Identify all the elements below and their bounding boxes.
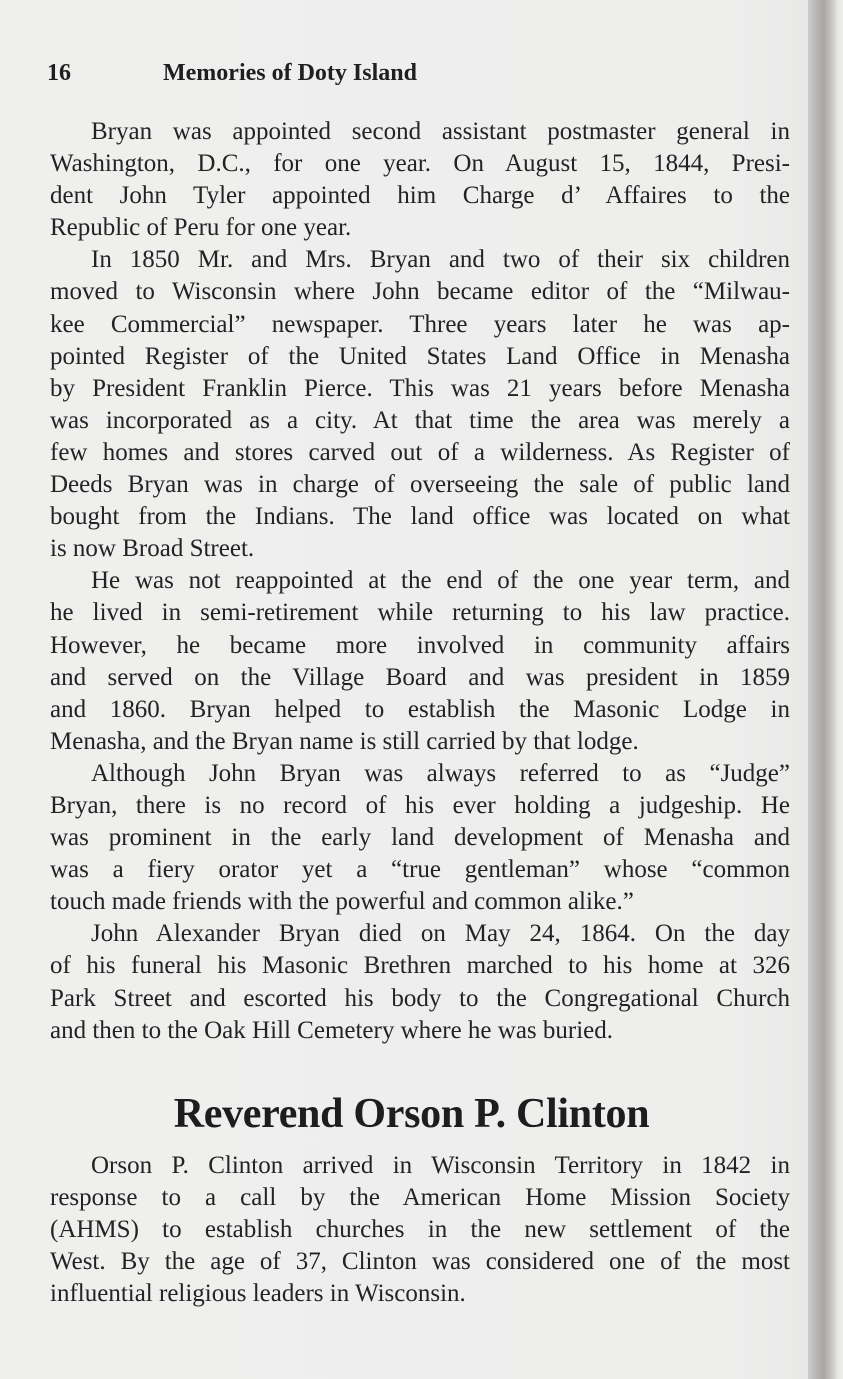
text-line: dent John Tyler appointed him Charge d’ Affaires to the <box>50 182 790 210</box>
text-line: kee Commercial” newspaper. Three years later he was ap- <box>50 310 790 338</box>
text-line: Although John Bryan was always referred to as “Judge” <box>91 759 790 787</box>
text-line: (AHMS) to establish churches in the new settlement of the <box>50 1216 790 1244</box>
book-gutter-shadow <box>808 0 843 1379</box>
text-line: response to a call by the American Home Mission Society <box>50 1184 790 1212</box>
text-line: and served on the Village Board and was president in 1859 <box>50 663 790 691</box>
text-line: bought from the Indians. The land office was located on what <box>50 503 790 531</box>
text-line: He was not reappointed at the end of the one year term, and <box>91 567 790 595</box>
section-heading: Reverend Orson P. Clinton <box>173 1091 650 1137</box>
text-line: is now Broad Street. <box>50 535 255 563</box>
running-title: Memories of Doty Island <box>163 60 417 86</box>
text-line: Menasha, and the Bryan name is still carried by that lodge. <box>50 727 639 755</box>
text-line: of his funeral his Masonic Brethren marched to his home at 326 <box>50 952 790 980</box>
text-line: was incorporated as a city. At that time the area was merely a <box>50 406 790 434</box>
text-line: and then to the Oak Hill Cemetery where he was buried. <box>50 1016 614 1044</box>
running-header <box>47 60 417 87</box>
text-line: few homes and stores carved out of a wilderness. As Register of <box>50 438 790 466</box>
text-line: by President Franklin Pierce. This was 21 years before Menasha <box>50 374 790 402</box>
text-line: was prominent in the early land development of Menasha and <box>50 824 790 852</box>
text-line: Republic of Peru for one year. <box>50 214 352 242</box>
section-orson-clinton <box>50 1150 790 1310</box>
text-line: and 1860. Bryan helped to establish the Masonic Lodge in <box>50 695 790 723</box>
text-line: John Alexander Bryan died on May 24, 1864. On the day <box>91 920 790 948</box>
text-line: he lived in semi-retirement while returning to his law practice. <box>50 599 790 627</box>
text-line: moved to Wisconsin where John became editor of the “Milwau- <box>50 278 790 306</box>
text-line: touch made friends with the powerful and common alike.” <box>50 888 634 916</box>
page-number: 16 <box>47 60 71 86</box>
text-line: Park Street and escorted his body to the Congregational Church <box>50 984 790 1012</box>
section-john-bryan <box>50 116 790 1047</box>
text-line: influential religious leaders in Wisconsin. <box>50 1280 466 1308</box>
text-line: was a fiery orator yet a “true gentleman” whose “common <box>50 856 790 884</box>
text-line: West. By the age of 37, Clinton was considered one of the most <box>50 1248 790 1276</box>
text-line: Washington, D.C., for one year. On August 15, 1844, Presi- <box>50 150 790 178</box>
text-line: In 1850 Mr. and Mrs. Bryan and two of their six children <box>91 246 790 274</box>
text-line: pointed Register of the United States Land Office in Menasha <box>50 342 790 370</box>
text-line: Deeds Bryan was in charge of overseeing the sale of public land <box>50 471 790 499</box>
text-line: Bryan, there is no record of his ever holding a judgeship. He <box>50 791 790 819</box>
text-line: However, he became more involved in community affairs <box>50 631 790 659</box>
text-line: Orson P. Clinton arrived in Wisconsin Territory in 1842 in <box>91 1152 790 1179</box>
text-line: Bryan was appointed second assistant postmaster general in <box>91 118 790 145</box>
